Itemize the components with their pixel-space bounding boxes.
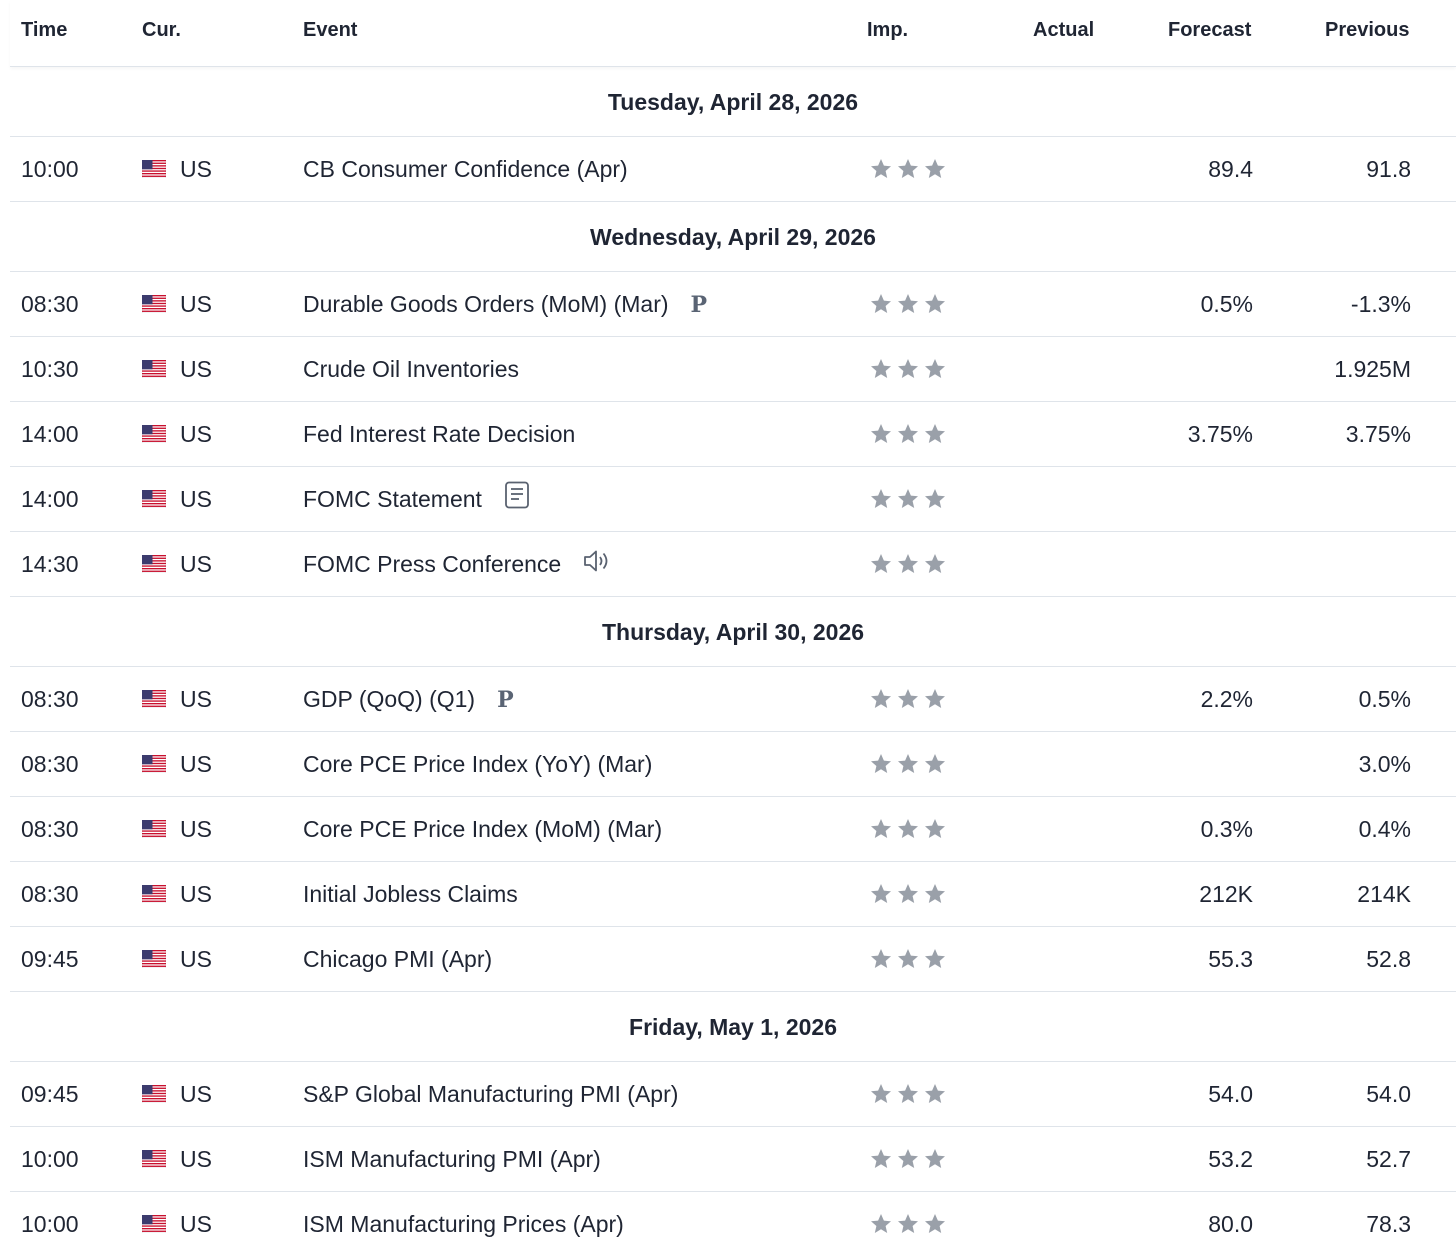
importance-stars bbox=[869, 357, 950, 381]
importance-star-icon bbox=[923, 1082, 947, 1106]
previous-value: 78.3 bbox=[1366, 1211, 1411, 1237]
importance-star-icon bbox=[896, 292, 920, 316]
event-cell[interactable] bbox=[303, 1127, 601, 1191]
us-flag-icon bbox=[142, 490, 166, 508]
event-cell[interactable] bbox=[303, 467, 530, 533]
event-time: 08:30 bbox=[21, 816, 79, 842]
previous-value: 91.8 bbox=[1366, 156, 1411, 182]
importance-stars bbox=[869, 882, 950, 906]
event-cell[interactable] bbox=[303, 337, 519, 401]
event-name[interactable]: Chicago PMI (Apr) bbox=[303, 946, 493, 972]
event-name[interactable]: ISM Manufacturing Prices (Apr) bbox=[303, 1211, 624, 1237]
event-cell[interactable] bbox=[303, 402, 575, 466]
event-cell[interactable] bbox=[303, 797, 662, 861]
event-cell[interactable] bbox=[303, 1192, 624, 1256]
calendar-body bbox=[10, 67, 1456, 1256]
event-name[interactable]: S&P Global Manufacturing PMI (Apr) bbox=[303, 1081, 679, 1107]
column-header-actual[interactable]: Actual bbox=[1033, 19, 1095, 41]
importance-star-icon bbox=[923, 817, 947, 841]
column-header-forecast[interactable]: Forecast bbox=[1168, 19, 1252, 41]
importance-stars bbox=[869, 752, 950, 776]
importance-star-icon bbox=[923, 422, 947, 446]
column-header-importance[interactable]: Imp. bbox=[867, 19, 909, 41]
us-flag-icon bbox=[142, 1150, 166, 1168]
importance-star-icon bbox=[869, 882, 893, 906]
event-time: 10:30 bbox=[21, 356, 79, 382]
importance-stars bbox=[869, 422, 950, 446]
forecast-value: 3.75% bbox=[1187, 421, 1253, 447]
currency-flag bbox=[142, 1215, 166, 1233]
currency-code: US bbox=[180, 946, 212, 972]
preliminary-icon: P bbox=[690, 292, 708, 318]
event-row[interactable] bbox=[10, 1192, 1456, 1256]
currency-flag bbox=[142, 1085, 166, 1103]
importance-star-icon bbox=[923, 157, 947, 181]
importance-star-icon bbox=[869, 552, 893, 576]
us-flag-icon bbox=[142, 690, 166, 708]
day-header: Thursday, April 30, 2026 bbox=[10, 597, 1456, 667]
importance-star-icon bbox=[896, 357, 920, 381]
event-name[interactable]: Fed Interest Rate Decision bbox=[303, 421, 576, 447]
event-time: 14:00 bbox=[21, 421, 79, 447]
event-name[interactable]: ISM Manufacturing PMI (Apr) bbox=[303, 1146, 601, 1172]
currency-flag bbox=[142, 1150, 166, 1168]
previous-value: 0.5% bbox=[1358, 686, 1411, 712]
forecast-value: 55.3 bbox=[1208, 946, 1253, 972]
importance-star-icon bbox=[896, 882, 920, 906]
us-flag-icon bbox=[142, 555, 166, 573]
importance-stars bbox=[869, 1082, 950, 1106]
currency-flag bbox=[142, 755, 166, 773]
previous-value: 54.0 bbox=[1366, 1081, 1411, 1107]
event-name[interactable]: Core PCE Price Index (YoY) (Mar) bbox=[303, 751, 653, 777]
event-cell[interactable] bbox=[303, 667, 514, 732]
currency-code: US bbox=[180, 751, 212, 777]
importance-star-icon bbox=[896, 552, 920, 576]
importance-stars bbox=[869, 1147, 950, 1171]
importance-star-icon bbox=[869, 687, 893, 711]
importance-star-icon bbox=[923, 1212, 947, 1236]
event-row[interactable] bbox=[10, 337, 1456, 402]
event-row[interactable] bbox=[10, 1127, 1456, 1192]
event-cell[interactable] bbox=[303, 532, 613, 598]
us-flag-icon bbox=[142, 295, 166, 313]
importance-star-icon bbox=[896, 1147, 920, 1171]
event-name[interactable]: FOMC Press Conference bbox=[303, 551, 562, 577]
importance-star-icon bbox=[923, 1147, 947, 1171]
us-flag-icon bbox=[142, 755, 166, 773]
currency-flag bbox=[142, 555, 166, 573]
event-cell[interactable] bbox=[303, 732, 652, 796]
event-cell[interactable] bbox=[303, 927, 492, 991]
previous-value: 1.925M bbox=[1334, 356, 1411, 382]
previous-value: 214K bbox=[1357, 881, 1411, 907]
currency-code: US bbox=[180, 881, 212, 907]
event-row[interactable] bbox=[10, 797, 1456, 862]
importance-star-icon bbox=[869, 752, 893, 776]
currency-code: US bbox=[180, 421, 212, 447]
forecast-value: 54.0 bbox=[1208, 1081, 1253, 1107]
previous-value: -1.3% bbox=[1350, 291, 1411, 317]
event-cell[interactable] bbox=[303, 272, 707, 337]
previous-value: 52.7 bbox=[1366, 1146, 1411, 1172]
importance-star-icon bbox=[869, 817, 893, 841]
event-cell[interactable] bbox=[303, 137, 628, 201]
forecast-value: 80.0 bbox=[1208, 1211, 1253, 1237]
importance-stars bbox=[869, 487, 950, 511]
document-icon[interactable] bbox=[504, 469, 530, 533]
event-row[interactable] bbox=[10, 732, 1456, 797]
importance-stars bbox=[869, 947, 950, 971]
importance-star-icon bbox=[923, 687, 947, 711]
economic-calendar bbox=[10, 0, 1456, 1256]
event-time: 10:00 bbox=[21, 156, 79, 182]
currency-flag bbox=[142, 490, 166, 508]
column-header-previous[interactable]: Previous bbox=[1325, 19, 1410, 41]
event-name[interactable]: Durable Goods Orders (MoM) (Mar) bbox=[303, 291, 669, 317]
importance-star-icon bbox=[923, 882, 947, 906]
importance-star-icon bbox=[869, 1147, 893, 1171]
event-time: 08:30 bbox=[21, 686, 79, 712]
event-time: 10:00 bbox=[21, 1146, 79, 1172]
forecast-value: 53.2 bbox=[1208, 1146, 1253, 1172]
event-row[interactable] bbox=[10, 272, 1456, 337]
event-cell[interactable] bbox=[303, 862, 518, 926]
currency-code: US bbox=[180, 486, 212, 512]
importance-star-icon bbox=[896, 422, 920, 446]
forecast-value: 212K bbox=[1199, 881, 1253, 907]
currency-flag bbox=[142, 295, 166, 313]
event-time: 09:45 bbox=[21, 946, 79, 972]
previous-value: 3.0% bbox=[1358, 751, 1411, 777]
event-time: 14:00 bbox=[21, 486, 79, 512]
importance-star-icon bbox=[869, 947, 893, 971]
importance-star-icon bbox=[869, 487, 893, 511]
importance-star-icon bbox=[896, 1212, 920, 1236]
currency-code: US bbox=[180, 356, 212, 382]
table-header bbox=[10, 0, 1456, 67]
importance-star-icon bbox=[869, 1212, 893, 1236]
previous-value: 52.8 bbox=[1366, 946, 1411, 972]
event-name[interactable]: Crude Oil Inventories bbox=[303, 356, 520, 382]
day-header: Tuesday, April 28, 2026 bbox=[10, 67, 1456, 137]
event-time: 08:30 bbox=[21, 881, 79, 907]
event-time: 14:30 bbox=[21, 551, 79, 577]
importance-star-icon bbox=[869, 157, 893, 181]
importance-star-icon bbox=[896, 752, 920, 776]
previous-value: 0.4% bbox=[1358, 816, 1411, 842]
previous-value: 3.75% bbox=[1345, 421, 1411, 447]
importance-star-icon bbox=[896, 157, 920, 181]
event-time: 08:30 bbox=[21, 751, 79, 777]
us-flag-icon bbox=[142, 1215, 166, 1233]
currency-code: US bbox=[180, 1211, 212, 1237]
importance-star-icon bbox=[869, 292, 893, 316]
event-row[interactable] bbox=[10, 667, 1456, 732]
forecast-value: 0.5% bbox=[1200, 291, 1253, 317]
importance-star-icon bbox=[923, 947, 947, 971]
importance-stars bbox=[869, 1212, 950, 1236]
currency-code: US bbox=[180, 686, 212, 712]
event-row[interactable] bbox=[10, 137, 1456, 202]
currency-code: US bbox=[180, 156, 212, 182]
us-flag-icon bbox=[142, 950, 166, 968]
importance-star-icon bbox=[896, 687, 920, 711]
importance-stars bbox=[869, 687, 950, 711]
currency-flag bbox=[142, 885, 166, 903]
event-row[interactable] bbox=[10, 1062, 1456, 1127]
column-header-time[interactable]: Time bbox=[21, 19, 68, 41]
importance-star-icon bbox=[923, 292, 947, 316]
us-flag-icon bbox=[142, 885, 166, 903]
importance-stars bbox=[869, 157, 950, 181]
event-time: 09:45 bbox=[21, 1081, 79, 1107]
event-row[interactable] bbox=[10, 862, 1456, 927]
importance-star-icon bbox=[869, 357, 893, 381]
importance-stars bbox=[869, 817, 950, 841]
column-header-currency[interactable]: Cur. bbox=[142, 19, 181, 41]
importance-star-icon bbox=[923, 752, 947, 776]
importance-star-icon bbox=[896, 1082, 920, 1106]
event-time: 10:00 bbox=[21, 1211, 79, 1237]
us-flag-icon bbox=[142, 1085, 166, 1103]
currency-code: US bbox=[180, 551, 212, 577]
importance-star-icon bbox=[896, 817, 920, 841]
event-name[interactable]: CB Consumer Confidence (Apr) bbox=[303, 156, 628, 182]
importance-star-icon bbox=[869, 1082, 893, 1106]
event-name[interactable]: GDP (QoQ) (Q1) bbox=[303, 686, 476, 712]
event-row[interactable] bbox=[10, 467, 1456, 532]
forecast-value: 0.3% bbox=[1200, 816, 1253, 842]
event-row[interactable] bbox=[10, 532, 1456, 597]
day-header: Wednesday, April 29, 2026 bbox=[10, 202, 1456, 272]
us-flag-icon bbox=[142, 425, 166, 443]
forecast-value: 2.2% bbox=[1200, 686, 1253, 712]
importance-star-icon bbox=[896, 947, 920, 971]
importance-star-icon bbox=[923, 357, 947, 381]
currency-flag bbox=[142, 690, 166, 708]
importance-star-icon bbox=[869, 422, 893, 446]
importance-stars bbox=[869, 552, 950, 576]
event-name[interactable]: Core PCE Price Index (MoM) (Mar) bbox=[303, 816, 663, 842]
preliminary-icon: P bbox=[497, 687, 514, 713]
currency-code: US bbox=[180, 291, 212, 317]
currency-flag bbox=[142, 820, 166, 838]
event-row[interactable] bbox=[10, 402, 1456, 467]
currency-code: US bbox=[180, 1081, 212, 1107]
us-flag-icon bbox=[142, 360, 166, 378]
event-name[interactable]: FOMC Statement bbox=[303, 486, 482, 512]
forecast-value: 89.4 bbox=[1208, 156, 1253, 182]
importance-stars bbox=[869, 292, 950, 316]
currency-code: US bbox=[180, 816, 212, 842]
currency-code: US bbox=[180, 1146, 212, 1172]
event-cell[interactable] bbox=[303, 1062, 678, 1126]
currency-flag bbox=[142, 160, 166, 178]
speaker-icon[interactable] bbox=[583, 534, 613, 598]
importance-star-icon bbox=[923, 487, 947, 511]
us-flag-icon bbox=[142, 820, 166, 838]
us-flag-icon bbox=[142, 160, 166, 178]
event-row[interactable] bbox=[10, 927, 1456, 992]
day-header: Friday, May 1, 2026 bbox=[10, 992, 1456, 1062]
importance-star-icon bbox=[896, 487, 920, 511]
currency-flag bbox=[142, 950, 166, 968]
event-time: 08:30 bbox=[21, 291, 79, 317]
currency-flag bbox=[142, 360, 166, 378]
currency-flag bbox=[142, 425, 166, 443]
importance-star-icon bbox=[923, 552, 947, 576]
column-header-event[interactable]: Event bbox=[303, 19, 358, 41]
event-name[interactable]: Initial Jobless Claims bbox=[303, 881, 518, 907]
